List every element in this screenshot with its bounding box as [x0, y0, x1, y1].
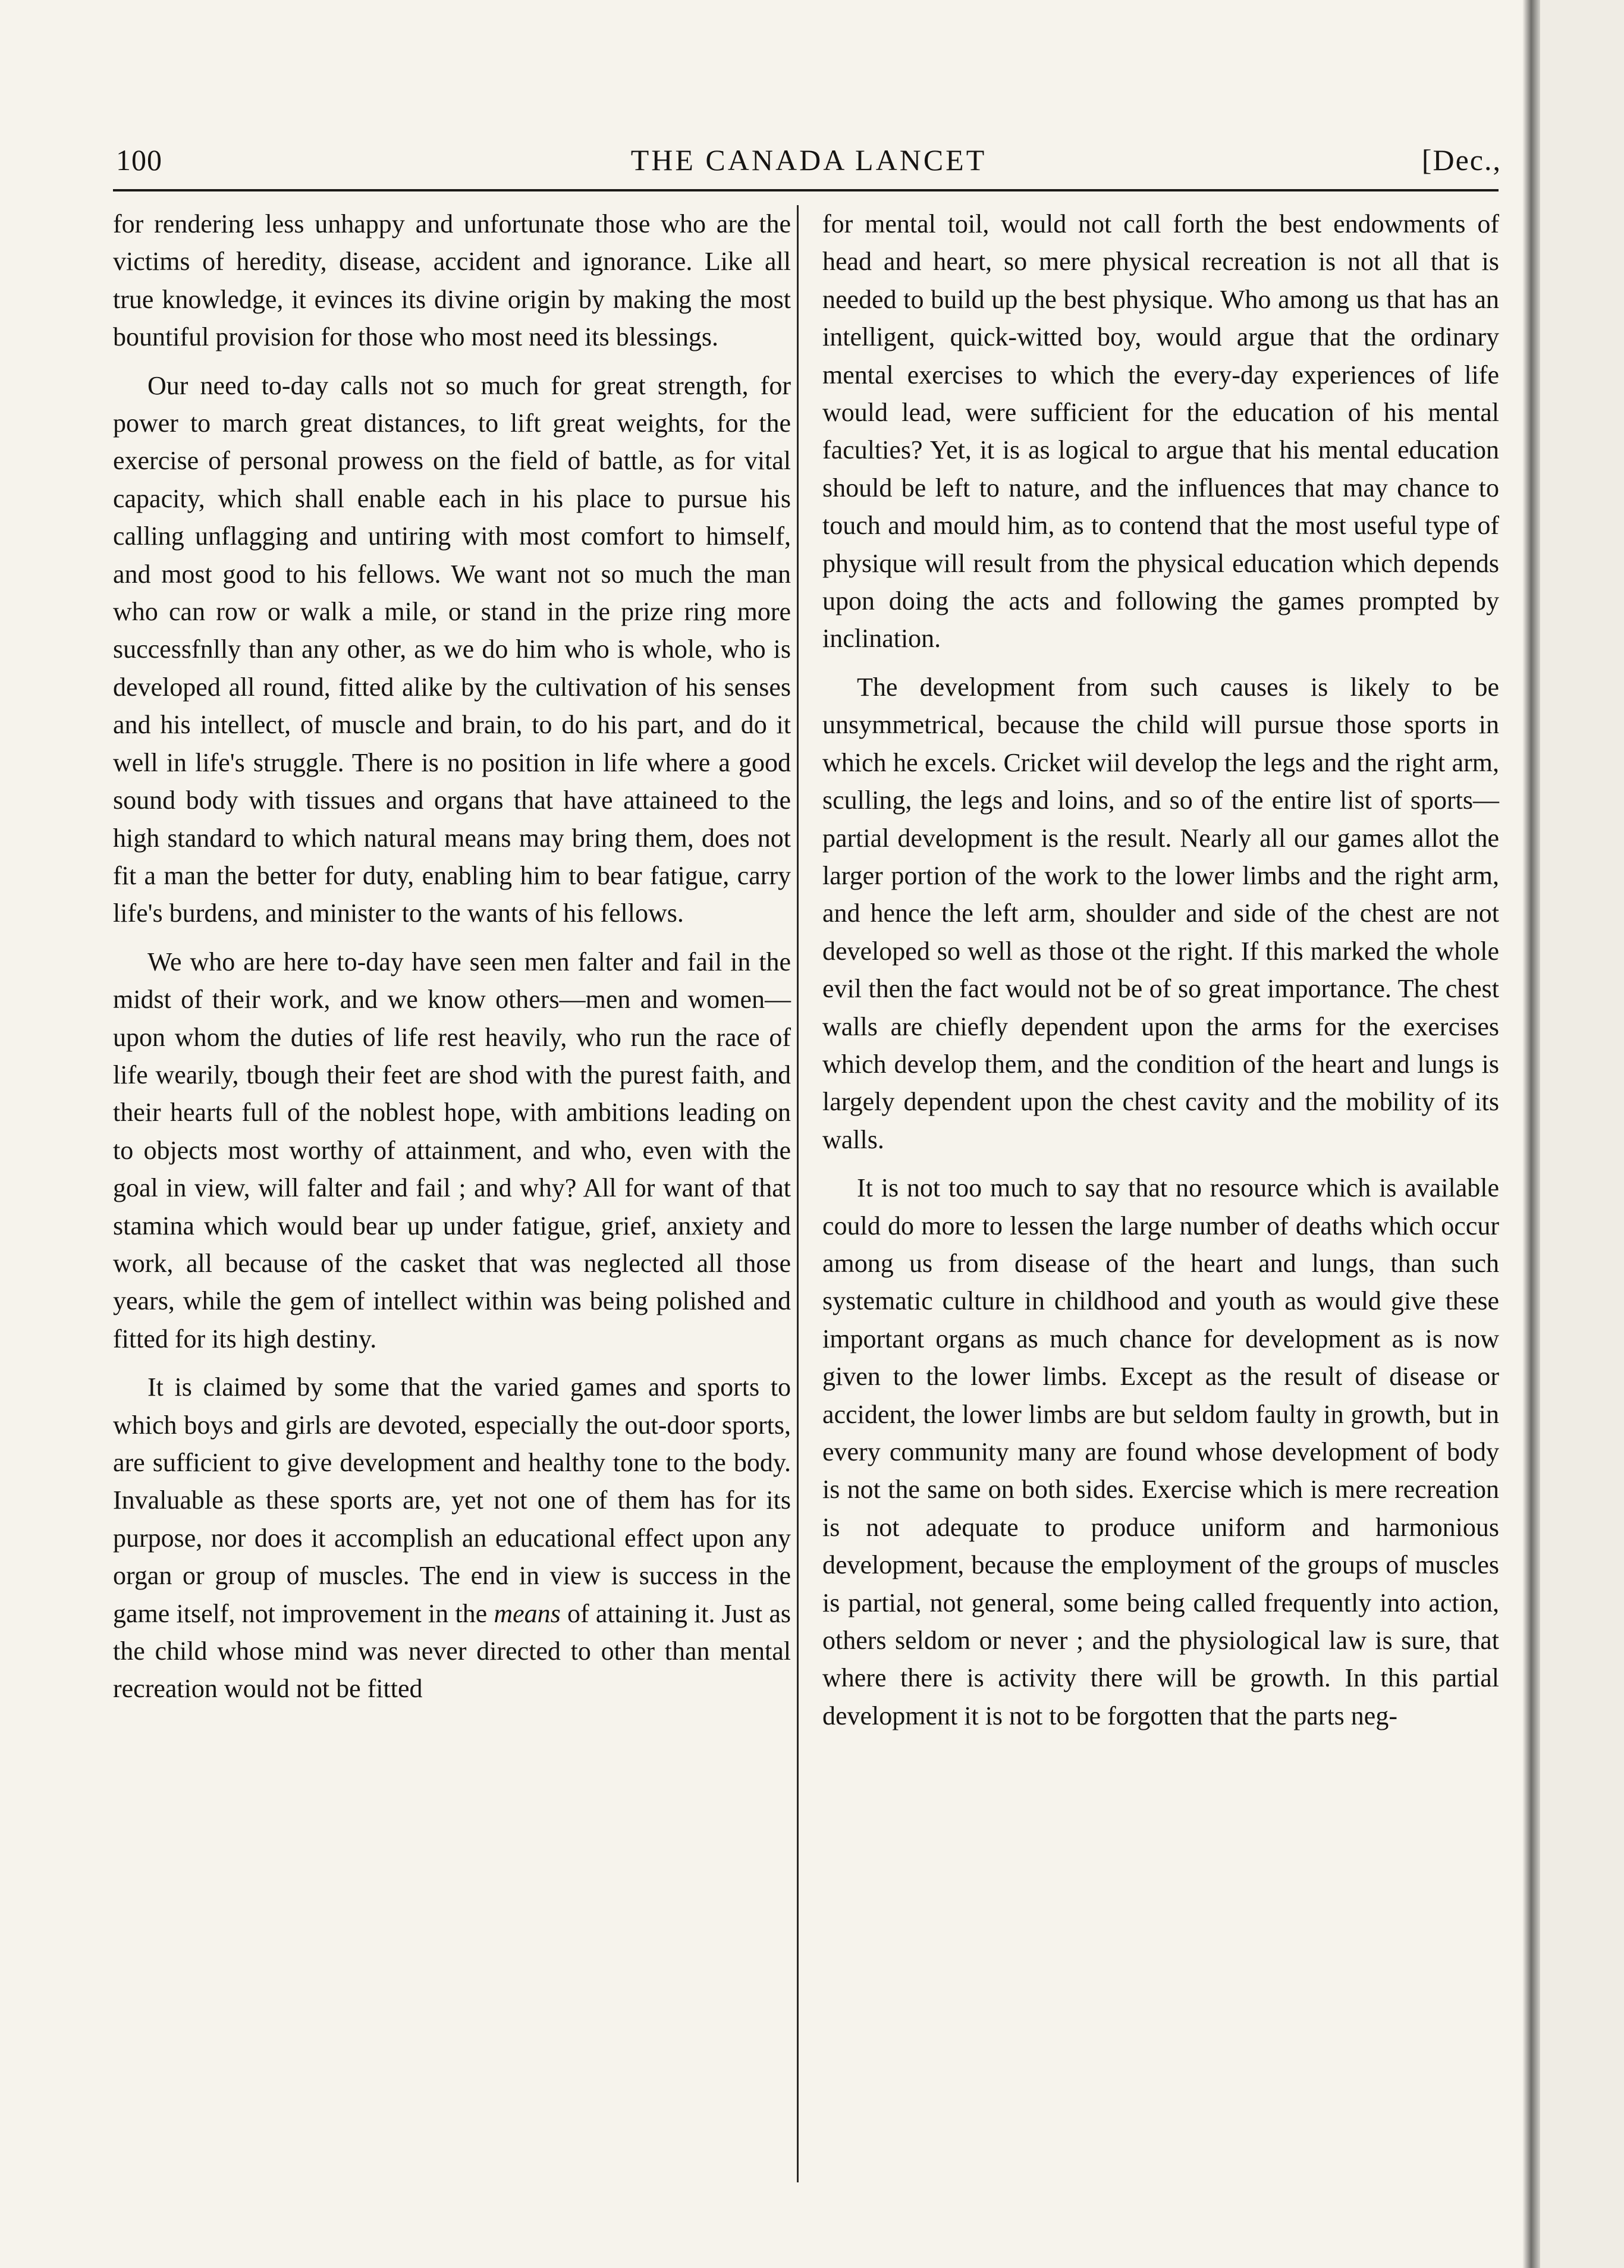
right-column: [822, 205, 1499, 1745]
header-rule: [113, 189, 1499, 191]
paragraph: [113, 1368, 791, 1708]
adjacent-page-edge: [1540, 0, 1624, 2268]
paragraph: The development from such causes is likely to be unsymmetrical, because the child will pursue those sports in which he excels. Cricket wiil develop the legs and the right arm, sculling, the legs and loins, and so of the entire list of sports—partial development is the result. Nearly all our games allot the larger portion of the work to the lower limbs and the right arm, and hence the left arm, shoulder and side of the chest are not developed so well as those ot the right. If this marked the whole evil then the fact would not be of so great importance. The chest walls are chiefly dependent upon the arms for the exercises which develop them, and the condition of the heart and lungs is largely dependent upon the chest cavity and the mobility of its walls.: [822, 672, 1499, 1154]
paragraph: It is not too much to say that no resource which is available could do more to lessen the large number of deaths which occur among us from disease of the heart and lungs, than such systematic culture in childhood and youth as would give these important organs as much chance for development as is now given to the lower limbs. Except as the result of disease or accident, the lower limbs are but seldom faulty in growth, but in every community many are found whose development of body is not the same on both sides. Exercise which is mere recreation is not adequate to produce uniform and harmonious development, because the employment of the groups of muscles is partial, not general, some being called frequently into action, others seldom or never ; and the physiological law is sure, that where there is activity there will be growth. In this partial development it is not to be forgotten that the parts neg-: [822, 1173, 1499, 1730]
paragraph: for rendering less unhappy and unfortunate those who are the victims of heredity, disease, accident and ignorance. Like all true knowledge, it evinces its divine origin by making the most bountiful provision for those who most need its blessings.: [113, 209, 791, 352]
journal-title: THE CANADA LANCET: [630, 143, 987, 177]
paragraph: for mental toil, would not call forth the best endowments of head and heart, so mere physical recreation is not all that is needed to build up the best physique. Who among us that has an intelligent, quick-witted boy, would argue that the ordinary mental exercises to which the every-day experiences of life would lead, were sufficient for the education of his mental faculties? Yet, it is as logical to argue that his mental education should be left to nature, and the influences that may chance to touch and mould him, as to contend that the most useful type of physique will result from the physical education which depends upon doing the acts and following the games prompted by inclination.: [822, 209, 1499, 654]
left-column: [113, 205, 791, 1719]
paragraph: Our need to-day calls not so much for great strength, for power to march great distances, to lift great weights, for the exercise of personal prowess on the field of battle, as for vital capacity, which shall enable each in his place to pursue his calling unflagging and untiring with most comfort to himself, and most good to his fellows. We want not so much the man who can row or walk a mile, or stand in the prize ring more successfnlly than any other, as we do him who is whole, who is developed all round, fitted alike by the cultivation of his senses and his intellect, of muscle and brain, to do his part, and do it well in life's struggle. There is no position in life where a good sound body with tissues and organs that have attaineed to the high standard to which natural means may bring them, does not fit a man the better for duty, enabling him to bear fatigue, carry life's burdens, and minister to the wants of his fellows.: [113, 370, 791, 928]
paragraph: We who are here to-day have seen men falter and fail in the midst of their work, and we know others—men and women—upon whom the duties of life rest heavily, who run the race of life wearily, tbough their feet are shod with the purest faith, and their hearts full of the noblest hope, with ambitions leading on to objects most worthy of attainment, and who, even with the goal in view, will falter and fail ; and why? All for want of that stamina which would bear up under fatigue, grief, anxiety and work, all because of the casket that was neglected all those years, while the gem of intellect within was being polished and fitted for its high destiny.: [113, 947, 791, 1353]
paragraph-text: of attaining it. Just as the child whose mind was never directed to other than mental recreation would not be fitted: [113, 1598, 791, 1704]
paragraph-text: It is claimed by some that the varied games and sports to which boys and girls are devoted, especially the out-door sports, are sufficient to give development and healthy tone to the body. Invaluable as these sports are, yet not one of them has for its purpose, nor does it accomplish an educational effect upon any organ or group of muscles. The end in view is success in the game itself, not improvement in the: [113, 1372, 791, 1628]
issue-month: [Dec.,: [1421, 143, 1502, 177]
running-header: [116, 143, 1502, 190]
page-number: 100: [116, 143, 162, 177]
italic-word: means: [494, 1598, 561, 1628]
binding-shadow: [1522, 0, 1540, 2268]
column-divider: [797, 205, 799, 2182]
